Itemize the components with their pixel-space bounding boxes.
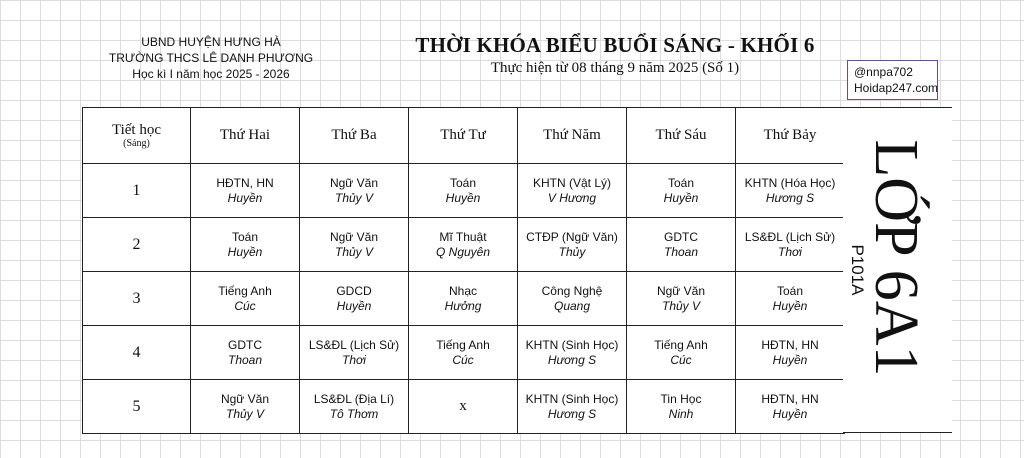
period-number: 2 xyxy=(83,218,191,272)
subject: Ngữ Văn xyxy=(220,391,270,406)
subject: Ngữ Văn xyxy=(329,229,379,244)
lesson-cell xyxy=(409,164,518,218)
subject: LS&ĐL (Địa Lí) xyxy=(313,391,395,406)
teacher: Huyền xyxy=(772,406,808,421)
header-row xyxy=(83,108,845,164)
class-name: LỚP 6A1 xyxy=(862,139,930,377)
lesson-cell xyxy=(627,380,736,434)
teacher: Thủy xyxy=(558,244,586,259)
subject: LS&ĐL (Lịch Sử) xyxy=(308,337,400,352)
subject: Tiếng Anh xyxy=(654,337,708,352)
teacher: Huyền xyxy=(227,244,263,259)
lesson-cell xyxy=(518,326,627,380)
lesson-cell xyxy=(191,164,300,218)
teacher: Thủy V xyxy=(334,244,373,259)
day-header-saturday: Thứ Bảy xyxy=(736,108,845,164)
period-number: 4 xyxy=(83,326,191,380)
teacher: Thủy V xyxy=(225,406,264,421)
lesson-cell xyxy=(300,326,409,380)
subject: Tiếng Anh xyxy=(218,283,272,298)
subject: GDTC xyxy=(664,229,698,244)
subject: CTĐP (Ngữ Văn) xyxy=(526,229,618,244)
subject: LS&ĐL (Lịch Sử) xyxy=(744,229,836,244)
page-subtitle: Thực hiện từ 08 tháng 9 năm 2025 (Số 1) xyxy=(490,60,740,76)
lesson-cell xyxy=(736,164,845,218)
teacher: Hưởng xyxy=(444,298,482,313)
lesson-cell xyxy=(518,380,627,434)
teacher: V Hương xyxy=(547,190,597,205)
table-row xyxy=(83,272,845,326)
subject: Toán xyxy=(231,229,259,244)
teacher: Thơi xyxy=(342,352,366,367)
lesson-cell xyxy=(518,272,627,326)
lesson-cell xyxy=(191,326,300,380)
teacher: Huyền xyxy=(772,352,808,367)
lesson-cell xyxy=(736,272,845,326)
subject: HĐTN, HN xyxy=(216,175,274,190)
teacher: Ninh xyxy=(668,406,694,421)
lesson-cell xyxy=(300,272,409,326)
lesson-cell xyxy=(300,218,409,272)
subject: Toán xyxy=(667,175,695,190)
teacher: Cúc xyxy=(670,352,692,367)
semester-label: Học kì I năm học 2025 - 2026 xyxy=(132,67,290,81)
school-name: TRƯỜNG THCS LÊ DANH PHƯƠNG xyxy=(108,51,314,65)
subject: Toán xyxy=(449,175,477,190)
period-number: 5 xyxy=(83,380,191,434)
table-row xyxy=(83,218,845,272)
subject: Công Nghệ xyxy=(541,283,603,298)
author-site: Hoidap247.com xyxy=(854,81,939,95)
lesson-cell xyxy=(409,326,518,380)
period-number: 1 xyxy=(83,164,191,218)
teacher: Thủy V xyxy=(661,298,700,313)
district-name: UBND HUYỆN HƯNG HÀ xyxy=(141,35,281,49)
period-number: 3 xyxy=(83,272,191,326)
subject: KHTN (Vật Lý) xyxy=(532,175,611,190)
lesson-cell xyxy=(627,272,736,326)
period-header-label: Tiết học xyxy=(111,122,162,138)
teacher: Huyền xyxy=(336,298,372,313)
subject: Tiếng Anh xyxy=(436,337,490,352)
lesson-cell xyxy=(191,218,300,272)
table-row xyxy=(83,326,845,380)
lesson-cell xyxy=(191,272,300,326)
subject: HĐTN, HN xyxy=(761,337,819,352)
teacher: Quang xyxy=(553,298,591,313)
period-header-sub: (Sáng) xyxy=(123,138,150,149)
teacher: Cúc xyxy=(234,298,256,313)
author-handle: @nnpa702 xyxy=(854,65,913,79)
teacher: Tô Thơm xyxy=(329,406,379,421)
subject: Mĩ Thuật xyxy=(439,229,487,244)
subject: HĐTN, HN xyxy=(761,391,819,406)
teacher: Huyền xyxy=(663,190,699,205)
lesson-cell xyxy=(409,272,518,326)
period-header xyxy=(83,108,191,164)
table-row xyxy=(83,164,845,218)
subject: Nhạc xyxy=(448,283,477,298)
subject: Ngữ Văn xyxy=(329,175,379,190)
subject: KHTN (Hóa Học) xyxy=(744,175,836,190)
lesson-cell xyxy=(627,326,736,380)
teacher: Thoan xyxy=(227,352,263,367)
lesson-cell xyxy=(518,218,627,272)
lesson-cell xyxy=(300,164,409,218)
page-title: THỜI KHÓA BIỂU BUỔI SÁNG - KHỐI 6 xyxy=(415,33,815,57)
lesson-cell xyxy=(736,326,845,380)
subject: Tin Học xyxy=(660,391,702,406)
teacher: Hương S xyxy=(547,352,597,367)
empty-mark: x xyxy=(459,398,467,414)
subject: KHTN (Sinh Học) xyxy=(525,391,619,406)
timetable xyxy=(82,107,845,434)
teacher: Q Nguyên xyxy=(435,244,491,259)
subject: Ngữ Văn xyxy=(656,283,706,298)
subject: GDTC xyxy=(228,337,262,352)
teacher: Hương S xyxy=(765,190,815,205)
table-row xyxy=(83,380,845,434)
subject: Toán xyxy=(776,283,804,298)
lesson-cell xyxy=(300,380,409,434)
lesson-cell xyxy=(191,380,300,434)
teacher: Huyền xyxy=(445,190,481,205)
teacher: Huyền xyxy=(772,298,808,313)
day-header-wednesday: Thứ Tư xyxy=(409,108,518,164)
teacher: Cúc xyxy=(452,352,474,367)
subject: GDCD xyxy=(336,283,372,298)
lesson-cell xyxy=(627,218,736,272)
room-label: P101A xyxy=(848,244,867,296)
lesson-cell xyxy=(736,218,845,272)
day-header-thursday: Thứ Năm xyxy=(518,108,627,164)
subject: KHTN (Sinh Học) xyxy=(525,337,619,352)
lesson-cell xyxy=(736,380,845,434)
lesson-cell xyxy=(627,164,736,218)
day-header-tuesday: Thứ Ba xyxy=(300,108,409,164)
lesson-cell xyxy=(409,218,518,272)
day-header-friday: Thứ Sáu xyxy=(627,108,736,164)
school-header xyxy=(104,34,318,82)
teacher: Hương S xyxy=(547,406,597,421)
teacher: Thoan xyxy=(663,244,699,259)
empty-lesson-cell xyxy=(409,380,518,434)
lesson-cell xyxy=(518,164,627,218)
teacher: Huyền xyxy=(227,190,263,205)
teacher: Thủy V xyxy=(334,190,373,205)
teacher: Thơi xyxy=(778,244,802,259)
day-header-monday: Thứ Hai xyxy=(191,108,300,164)
